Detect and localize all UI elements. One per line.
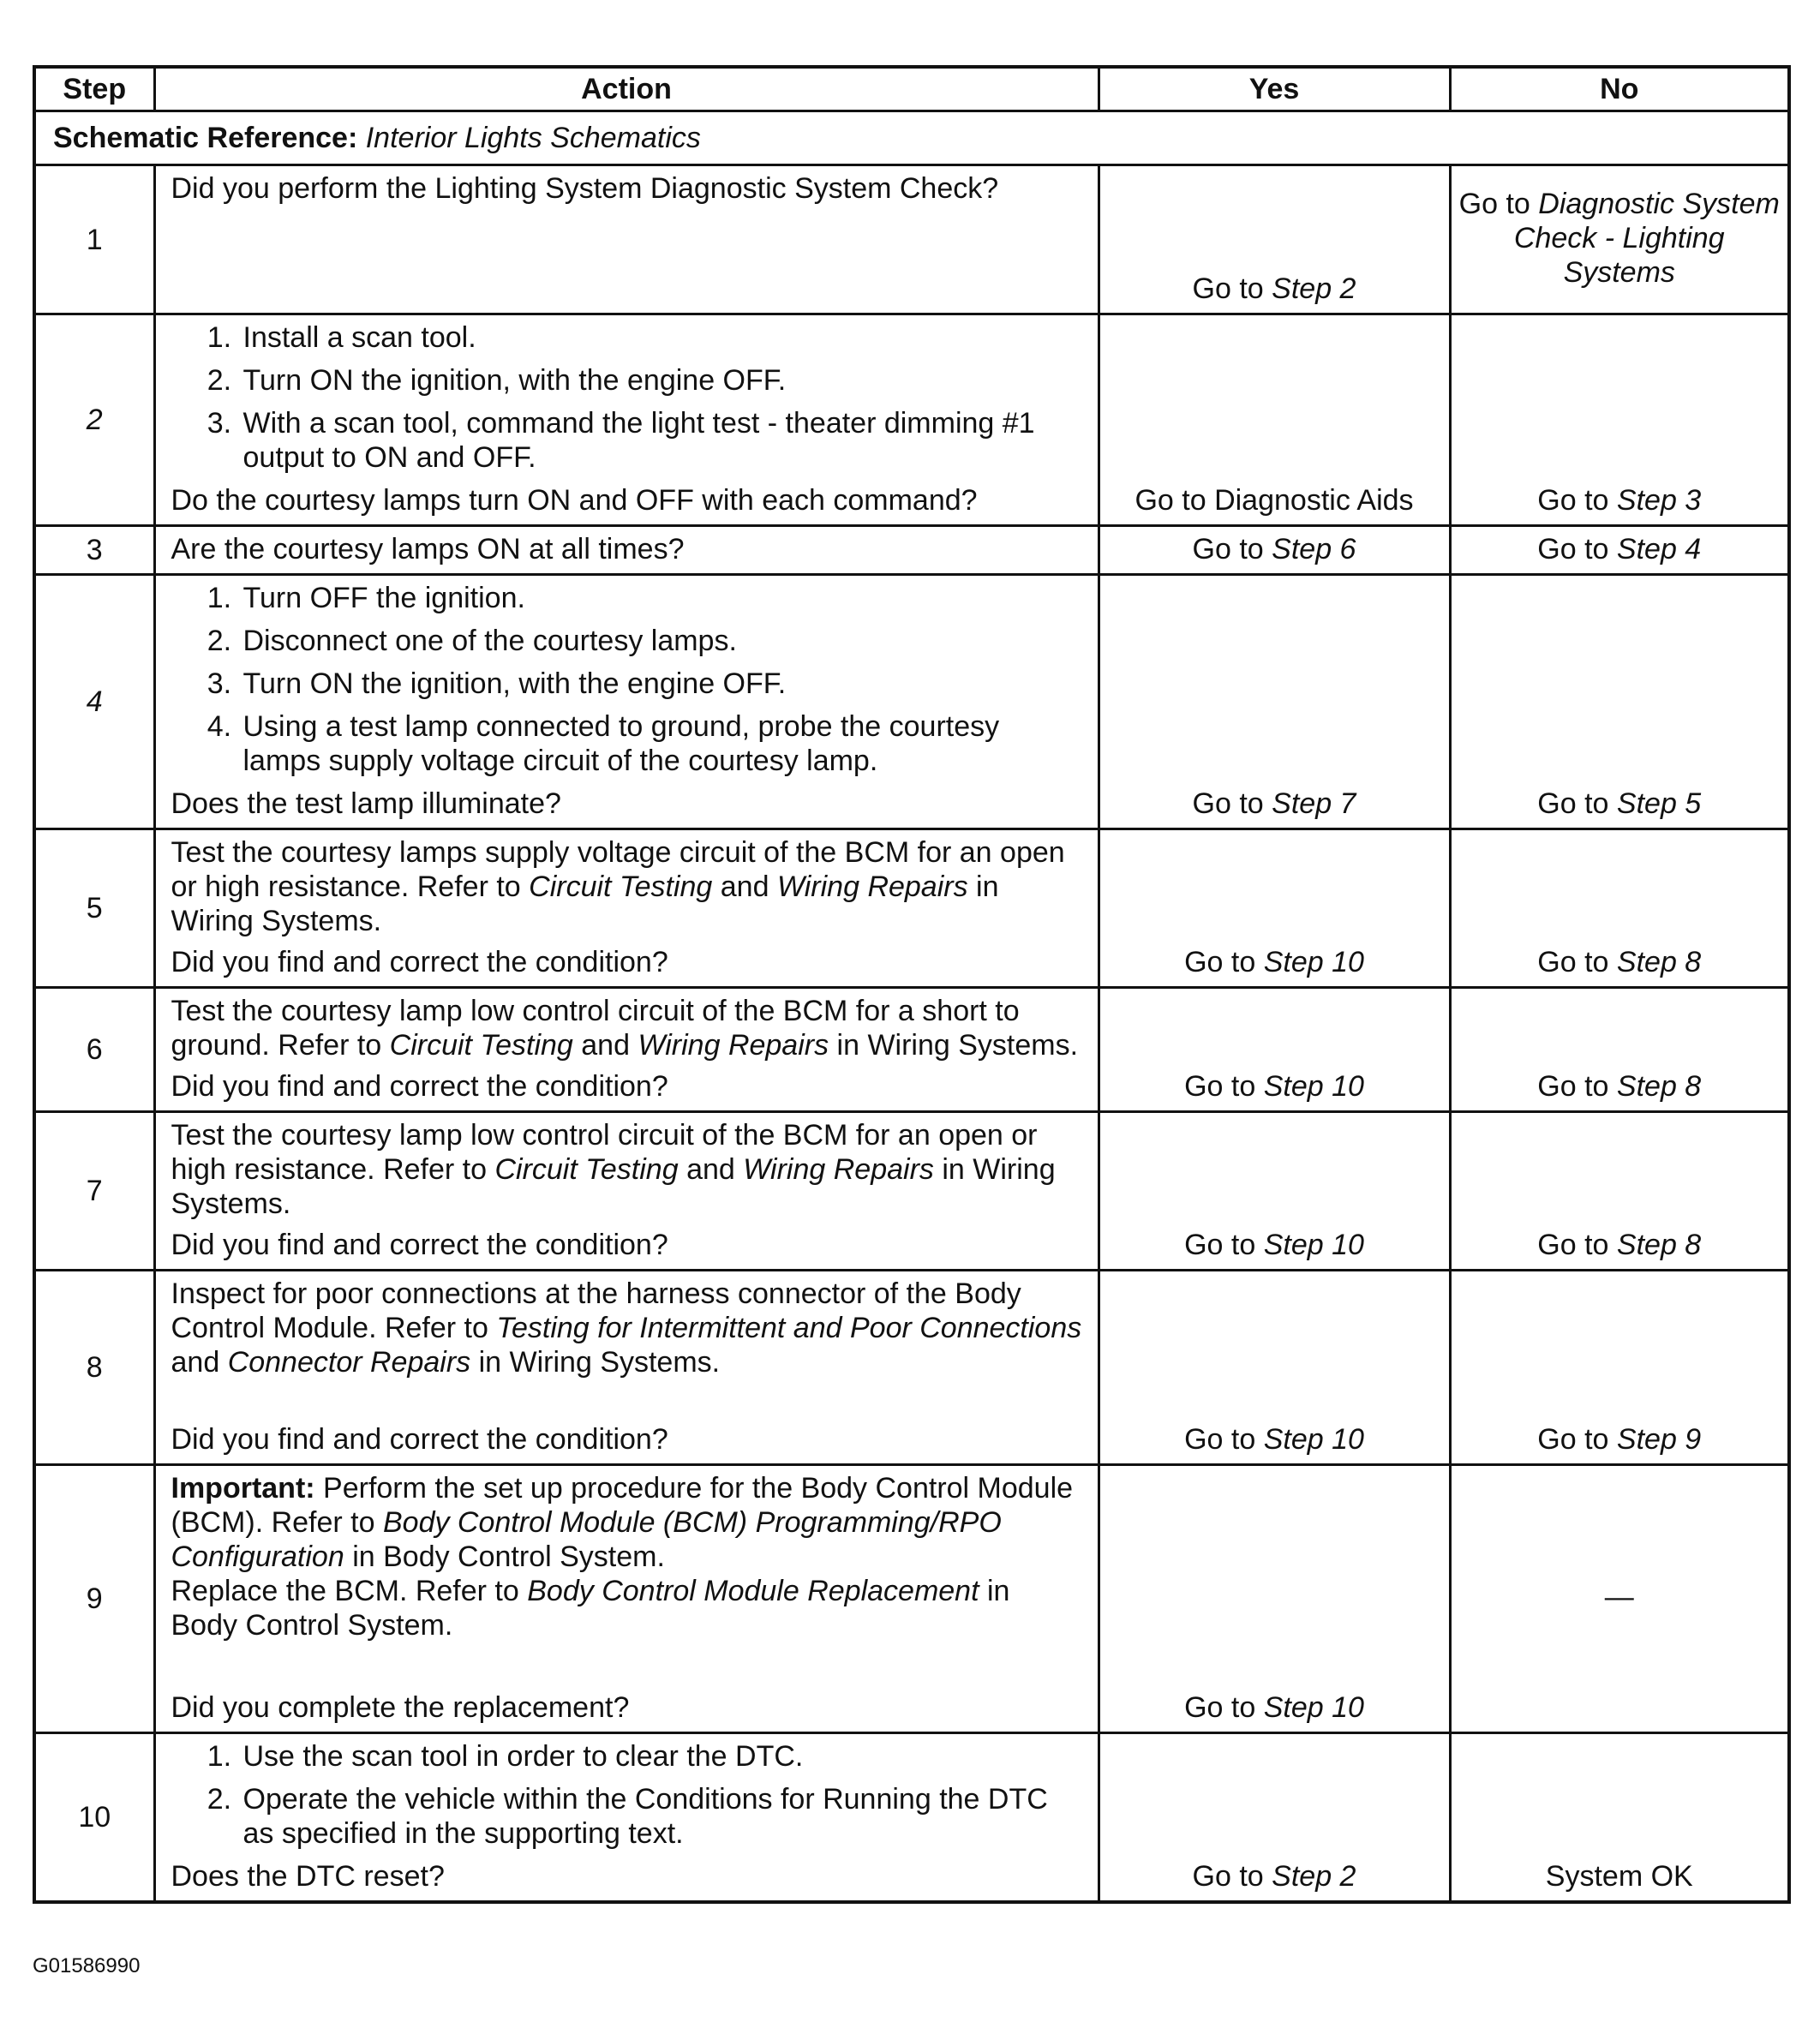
goto-text: Go to — [1192, 272, 1264, 305]
step-number: 7 — [34, 1112, 154, 1271]
question-text: Did you find and correct the condition? — [171, 1229, 668, 1261]
yes-cell — [1099, 575, 1450, 829]
action-cell — [154, 165, 1099, 314]
important-note: Important: Perform the set up procedure for the Body Control Module (BCM). Refer to Body Control Module (BCM) Programming/RPO Configuration in Body Control System. — [171, 1472, 1074, 1573]
step-number: 10 — [34, 1733, 154, 1903]
list-item: 2. Disconnect one of the courtesy lamps. — [240, 624, 1084, 658]
list-item: 1. Install a scan tool. — [240, 320, 1084, 355]
reference-link[interactable]: Testing for Intermittent and Poor Connections — [496, 1312, 1082, 1344]
header-row — [34, 67, 1789, 111]
instruction-text: Test the courtesy lamps supply voltage circuit of the BCM for an open or high resistance. Refer to Circuit Testing and Wiring Repairs in Wiring Systems. — [171, 836, 1065, 937]
question-text: Are the courtesy lamps ON at all times? — [171, 533, 685, 565]
goto-text: Go to — [1184, 1070, 1256, 1103]
question-text: Does the test lamp illuminate? — [171, 787, 561, 820]
step-number: 3 — [34, 526, 154, 575]
list-item: 3. Turn ON the ignition, with the engine OFF. — [240, 667, 1084, 701]
instruction-text: Test the courtesy lamp low control circuit of the BCM for an open or high resistance. Refer to Circuit Testing and Wiring Repairs in Wiring Systems. — [171, 1119, 1056, 1220]
no-link[interactable]: Step 4 — [1616, 533, 1702, 565]
list-item: 2. Turn ON the ignition, with the engine OFF. — [240, 363, 1084, 398]
no-link[interactable]: Step 8 — [1616, 946, 1702, 978]
goto-text: Go to — [1537, 787, 1609, 820]
action-cell — [154, 526, 1099, 575]
action-cell — [154, 1112, 1099, 1271]
yes-cell — [1099, 1733, 1450, 1903]
goto-text: Go to — [1192, 787, 1264, 820]
step-number: 1 — [34, 165, 154, 314]
yes-link[interactable]: Step 2 — [1272, 1860, 1356, 1893]
no-link[interactable]: Diagnostic System Check - Lighting Systems — [1513, 187, 1780, 289]
yes-link[interactable]: Step 10 — [1263, 1070, 1364, 1103]
header-no: No — [1450, 67, 1789, 111]
question-text: Do the courtesy lamps turn ON and OFF with each command? — [171, 484, 978, 517]
action-cell — [154, 314, 1099, 526]
yes-link[interactable]: Step 10 — [1263, 1423, 1364, 1456]
reference-link[interactable]: Body Control Module Replacement — [527, 1575, 979, 1607]
yes-cell — [1099, 526, 1450, 575]
goto-text: Go to — [1192, 533, 1264, 565]
reference-link[interactable]: Circuit Testing — [389, 1029, 573, 1062]
no-cell — [1450, 829, 1789, 988]
no-link[interactable]: Step 5 — [1616, 787, 1702, 820]
table-row — [34, 165, 1789, 314]
goto-text: Go to — [1184, 1229, 1256, 1261]
yes-link[interactable]: Step 2 — [1272, 272, 1356, 305]
spacer — [171, 1379, 1084, 1415]
yes-link[interactable]: Step 10 — [1263, 1691, 1364, 1724]
yes-cell — [1099, 1271, 1450, 1465]
step-number: 6 — [34, 988, 154, 1112]
action-cell — [154, 575, 1099, 829]
table-row — [34, 1733, 1789, 1903]
reference-link[interactable]: Wiring Repairs — [638, 1029, 829, 1062]
table-row — [34, 1271, 1789, 1465]
yes-link[interactable]: Step 10 — [1263, 1229, 1364, 1261]
list-item: 3. With a scan tool, command the light test - theater dimming #1 output to ON and OFF. — [240, 406, 1084, 475]
goto-text: Go to — [1537, 946, 1609, 978]
goto-text: Go to — [1184, 1423, 1256, 1456]
schematic-link[interactable]: Interior Lights Schematics — [365, 122, 701, 154]
table-row — [34, 314, 1789, 526]
no-cell — [1450, 575, 1789, 829]
important-label: Important: — [171, 1472, 315, 1505]
no-cell: — — [1450, 1465, 1789, 1733]
step-number: 4 — [34, 575, 154, 829]
action-cell — [154, 829, 1099, 988]
diagnostic-table — [33, 65, 1791, 1904]
list-item: 4. Using a test lamp connected to ground, probe the courtesy lamps supply voltage circuit of the courtesy lamp. — [240, 709, 1084, 778]
reference-link[interactable]: Circuit Testing — [494, 1153, 679, 1186]
no-cell — [1450, 165, 1789, 314]
goto-text: Go to — [1537, 1070, 1609, 1103]
yes-cell — [1099, 314, 1450, 526]
instruction-text: Replace the BCM. Refer to Body Control Module Replacement in Body Control System. — [171, 1575, 1010, 1642]
goto-text: Go to — [1184, 946, 1256, 978]
action-list — [171, 320, 1084, 475]
step-number: 8 — [34, 1271, 154, 1465]
figure-id: G01586990 — [33, 1954, 141, 1977]
table-row — [34, 1465, 1789, 1733]
schematic-label: Schematic Reference: — [53, 122, 358, 154]
goto-text: Go to — [1458, 187, 1530, 220]
yes-cell — [1099, 829, 1450, 988]
question-text: Did you complete the replacement? — [171, 1691, 630, 1724]
step-number: 5 — [34, 829, 154, 988]
yes-link[interactable]: Step 7 — [1272, 787, 1356, 820]
goto-text: Go to — [1537, 1229, 1609, 1261]
instruction-text: Inspect for poor connections at the harness connector of the Body Control Module. Refer to Testing for Intermittent and Poor Connections and Connector Repairs in Wiring Systems. — [171, 1277, 1082, 1379]
table-row — [34, 526, 1789, 575]
yes-link[interactable]: Step 6 — [1272, 533, 1356, 565]
goto-text: Go to — [1184, 1691, 1256, 1724]
header-action: Action — [154, 67, 1099, 111]
goto-text: Go to — [1537, 533, 1609, 565]
action-cell — [154, 1733, 1099, 1903]
reference-link[interactable]: Connector Repairs — [227, 1346, 471, 1379]
no-link[interactable]: Step 8 — [1616, 1229, 1702, 1261]
reference-link[interactable]: Wiring Repairs — [743, 1153, 934, 1186]
goto-text: Go to — [1537, 1423, 1609, 1456]
question-text: Does the DTC reset? — [171, 1860, 445, 1893]
table-row — [34, 829, 1789, 988]
yes-link[interactable]: Step 10 — [1263, 946, 1364, 978]
table-row — [34, 575, 1789, 829]
no-cell — [1450, 526, 1789, 575]
spacer — [171, 1642, 1084, 1684]
reference-link[interactable]: Body Control Module (BCM) Programming/RPO Configuration — [171, 1506, 1002, 1573]
action-cell — [154, 1271, 1099, 1465]
list-item: 1. Use the scan tool in order to clear the DTC. — [240, 1739, 1084, 1774]
schematic-row — [34, 111, 1789, 165]
step-number: 9 — [34, 1465, 154, 1733]
question-text: Did you find and correct the condition? — [171, 946, 668, 978]
no-link[interactable]: Step 3 — [1616, 484, 1702, 517]
question-text: Did you find and correct the condition? — [171, 1070, 668, 1103]
yes-link[interactable]: Go to Diagnostic Aids — [1135, 484, 1414, 517]
list-item: 1. Turn OFF the ignition. — [240, 581, 1084, 615]
question-text: Did you find and correct the condition? — [171, 1423, 668, 1456]
yes-cell — [1099, 988, 1450, 1112]
instruction-text: Test the courtesy lamp low control circuit of the BCM for a short to ground. Refer to Circuit Testing and Wiring Repairs in Wiring Systems. — [171, 995, 1079, 1062]
reference-link[interactable]: Circuit Testing — [529, 870, 713, 903]
no-link[interactable]: Step 9 — [1616, 1423, 1702, 1456]
action-list — [171, 1739, 1084, 1851]
yes-cell — [1099, 1465, 1450, 1733]
header-step: Step — [34, 67, 154, 111]
table-row — [34, 988, 1789, 1112]
header-yes: Yes — [1099, 67, 1450, 111]
no-cell — [1450, 314, 1789, 526]
goto-text: Go to — [1537, 484, 1609, 517]
no-link[interactable]: Step 8 — [1616, 1070, 1702, 1103]
action-cell — [154, 1465, 1099, 1733]
no-cell — [1450, 1112, 1789, 1271]
no-cell — [1450, 988, 1789, 1112]
table-row — [34, 1112, 1789, 1271]
no-cell — [1450, 1271, 1789, 1465]
list-item: 2. Operate the vehicle within the Conditions for Running the DTC as specified in the supporting text. — [240, 1782, 1084, 1851]
action-cell — [154, 988, 1099, 1112]
goto-text: Go to — [1192, 1860, 1264, 1893]
step-number: 2 — [34, 314, 154, 526]
question-text: Did you perform the Lighting System Diagnostic System Check? — [171, 172, 999, 205]
action-list — [171, 581, 1084, 778]
reference-link[interactable]: Wiring Repairs — [776, 870, 968, 903]
no-cell: System OK — [1450, 1733, 1789, 1903]
yes-cell — [1099, 1112, 1450, 1271]
yes-cell — [1099, 165, 1450, 314]
